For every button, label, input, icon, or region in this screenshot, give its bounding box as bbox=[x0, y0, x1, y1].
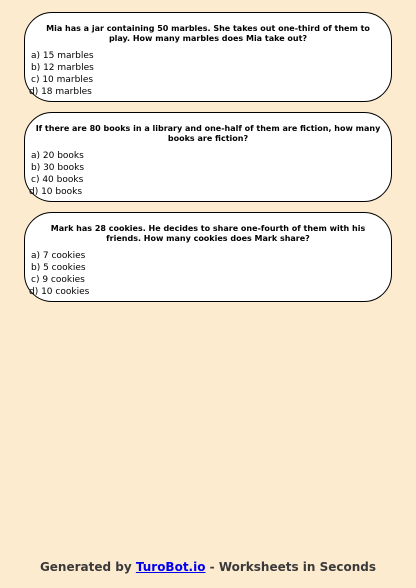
turobot-link[interactable]: TuroBot.io bbox=[135, 560, 206, 574]
footer-prefix: Generated by bbox=[39, 560, 136, 574]
question-text: Mia has a jar containing 50 marbles. She takes out one-third of them to play. How many marbles does Mia take out? bbox=[46, 24, 370, 43]
answer-option-d: d) 18 marbles bbox=[29, 87, 92, 97]
answer-option-a: a) 7 cookies bbox=[31, 251, 86, 261]
answer-option-b: b) 12 marbles bbox=[31, 63, 94, 73]
answer-option-c: c) 40 books bbox=[31, 175, 84, 185]
answer-option-b: b) 30 books bbox=[31, 163, 85, 173]
question-list bbox=[24, 12, 392, 312]
footer bbox=[0, 560, 416, 574]
answer-option-b: b) 5 cookies bbox=[31, 263, 86, 273]
question-card-3 bbox=[24, 212, 392, 302]
answer-options bbox=[29, 150, 381, 198]
question-card-2 bbox=[24, 112, 392, 202]
answer-options bbox=[29, 50, 381, 98]
answer-option-a: a) 20 books bbox=[31, 151, 84, 161]
question-text: Mark has 28 cookies. He decides to share one-fourth of them with his friends. How many cookies does Mark share? bbox=[50, 224, 366, 243]
answer-option-c: c) 10 marbles bbox=[31, 75, 94, 85]
answer-option-c: c) 9 cookies bbox=[31, 275, 85, 285]
answer-option-d: d) 10 cookies bbox=[29, 287, 90, 297]
footer-suffix: - Worksheets in Seconds bbox=[205, 560, 377, 574]
answer-option-a: a) 15 marbles bbox=[31, 51, 94, 61]
question-text: If there are 80 books in a library and one-half of them are fiction, how many books are fiction? bbox=[35, 124, 381, 143]
answer-options bbox=[29, 250, 381, 298]
answer-option-d: d) 10 books bbox=[29, 187, 83, 197]
question-card-1 bbox=[24, 12, 392, 102]
